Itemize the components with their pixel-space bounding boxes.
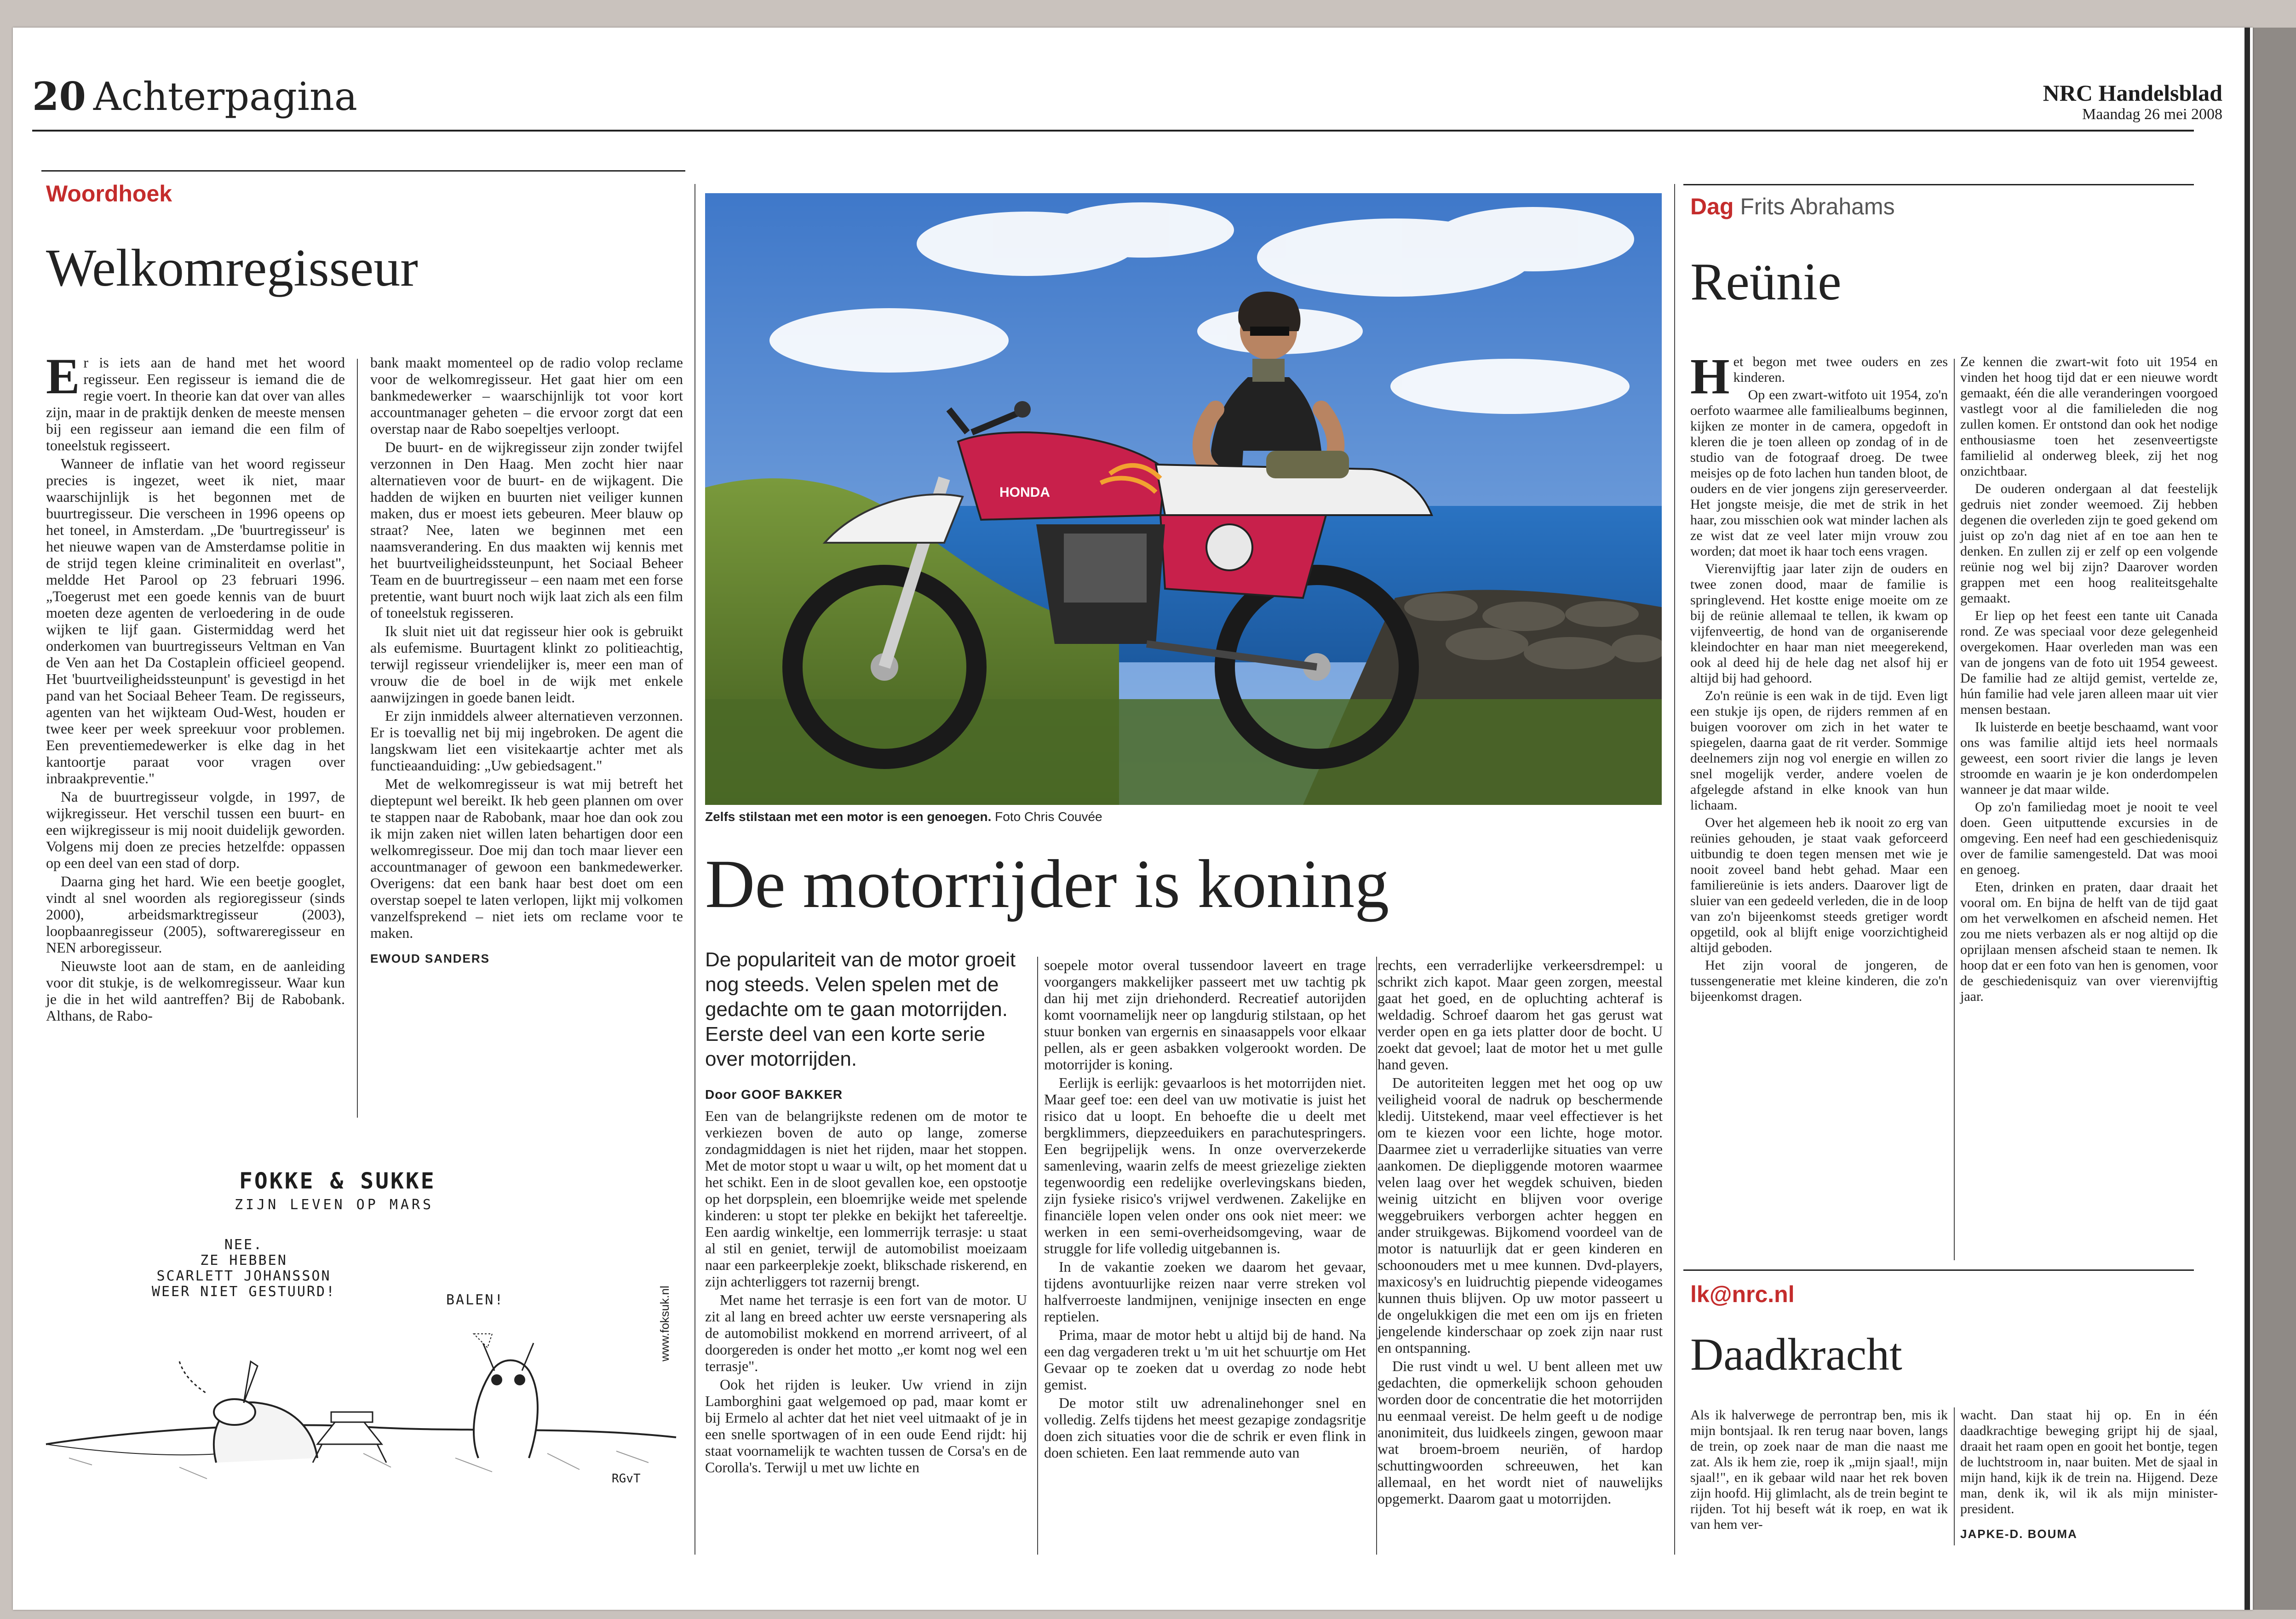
lk-kicker[interactable]: lk@nrc.nl <box>1690 1281 1795 1307</box>
cartoon-website: www.foksuk.nl <box>658 1286 672 1361</box>
motor-column-1 <box>705 1108 1027 1477</box>
fokke-sukke-cartoon <box>41 1168 681 1499</box>
column-divider <box>357 359 358 1118</box>
section-name: Achterpagina <box>93 74 358 119</box>
paragraph: Eerlijk is eerlijk: gevaarloos is het motorrijden niet. Maar geef toe: een deel van uw motivatie is juist het risico dat u loopt. En behoefte die u deelt met bergklimmers, diepzeeduikers en parachutespringers. Een begrijpelijk wens. In onze oververzekerde samenleving, waarin zelfs de meest griezelige ziekten tegenwoordig een redelijke overlevingskans bieden, zijn fysieke risico's vrijwel verdwenen. Zakelijke en financiële lopen velen onder ons ook niet meer: we werken in een semi-overheidsomgeving, waar de struggle for life volledig uitgebannen is. <box>1044 1074 1366 1257</box>
scan-edge-line <box>2244 28 2250 1610</box>
woordhoek-column-2 <box>370 354 683 967</box>
motorcycle-photo <box>705 193 1662 805</box>
paragraph: Met name het terrasje is een fort van de motor. U zit al lang en breed achter uw eerste versnapering als de automobilist mokkend en morrend arriveert, of al doorgereden is onder het motto „er komt nog wel een terrasje". <box>705 1292 1027 1374</box>
paragraph: De motor stilt uw adrenalinehonger snel en volledig. Zelfs tijdens het meest gezapige zondagsritje doen zich situaties voor die de schrik er even flink in doen schieten. Een laat remmende auto van <box>1044 1395 1366 1461</box>
lk-author: JAPKE-D. BOUMA <box>1960 1527 2078 1541</box>
woordhoek-kicker: Woordhoek <box>46 181 172 207</box>
paragraph: Die rust vindt u wel. U bent alleen met uw gedachten, die opmerkelijk schoon gehouden worden door de concentratie die het motorrijden nu eenmaal vereist. De helm geeft u de nodige anonimiteit, dus luidkeels zingen, gewoon maar wat broem-broem neuriën, of hardop schuttingwoorden schreeuwen, het kan allemaal, en het wordt niet of nauwelijks opgemerkt. Daarom gaat u motorrijden. <box>1378 1358 1663 1507</box>
photo-image <box>705 193 1662 805</box>
page-header <box>32 74 358 119</box>
motor-title: De motorrijder is koning <box>705 846 1389 922</box>
paragraph: Op zo'n familiedag moet je nooit te veel doen. Geen uitputtende excursies in de omgeving. Een neef had een geschiedenisquiz over de familie samengesteld. Dat was mooi en genoeg. <box>1960 799 2218 877</box>
paragraph: De autoriteiten leggen met het oog op uw veiligheid vooral de nadruk op beschermende kledij. Uitstekend, maar veel effectiever is het om te kiezen voor een lichte, hoge motor. Daarmee ziet u verraderlijke situaties van verre aankomen. De diepliggende motoren waarmee velen laag over het wegdek schuiven, bieden weinig uitzicht en blijven voor overige weggebruikers verborgen achter heggen en ander struikgewas. Bijkomend voordeel van de motor is natuurlijk dat er geen kinderen en schoonouders met u mee kunnen. Dvd-players, maxicosy's en luidruchtig piepende videogames kunnen thuis blijven. Op uw motor passeert u de ongelukkigen die met een om ijs en frieten jengelende kinderschaar op zoek zijn naar rust en ontspanning. <box>1378 1074 1663 1356</box>
lk-column-1 <box>1690 1407 1948 1534</box>
woordhoek-author: EWOUD SANDERS <box>370 952 490 965</box>
woordhoek-column-1 <box>46 348 345 1026</box>
paragraph: Prima, maar de motor hebt u altijd bij de hand. Na een dag vergaderen trekt u 'm uit het schuurtje om Het Gevaar op te zoeken dat u overdag zo node hebt gemist. <box>1044 1326 1366 1393</box>
paragraph: Als ik halverwege de perrontrap ben, mis ik mijn bontsjaal. Ik ren terug naar boven, langs de trein, op zoek naar de man die naast me zat. Als ik hem zie, roep ik „mijn sjaal!, mijn sjaal!", en ik gebaar wild naar het rek boven zijn hoofd. Hij glimlacht, als de trein begint te rijden. Tot hij beseft wát ik roep, en wat ik van hem ver- <box>1690 1407 1948 1532</box>
paragraph: Met de welkomregisseur is wat mij betreft het dieptepunt wel bereikt. Ik heb geen plannen om over te stappen naar de Rabobank, maar hoe dan ook zou ik mijn zaken niet willen laten behartigen door een welkomregisseur. Doe mij dan toch maar liever een accountmanager of gewoon een bankmedewerker. Overigens: dat een bank haar best doet om een overstap soepel te laten verlopen, lijkt mij volkomen vanzelfsprekend – niet iets om reclame voor te maken. <box>370 775 683 941</box>
paragraph: Nieuwste loot aan de stam, en de aanleiding voor dit stukje, is de welkomregisseur. Waar kun je die in het wild aantreffen? Bij de Rabobank. Althans, de Rabo- <box>46 958 345 1024</box>
cartoon-subtitle: ZIJN LEVEN OP MARS <box>235 1197 434 1213</box>
issue-date: Maandag 26 mei 2008 <box>2082 106 2222 123</box>
bike-brand-text: HONDA <box>999 485 1050 500</box>
drop-cap: E <box>46 348 80 404</box>
column-divider <box>1037 957 1038 1555</box>
paragraph: De buurt- en de wijkregisseur zijn zonder twijfel verzonnen in Den Haag. Men zocht hier naar alternatieven voor de buurt- en de wijkagent. Die hadden de wijken en buurten niet veiliger kunnen maken, dus er moest iets gebeuren. Meer blauw op straat? Nee, laten we beginnen met een naamsverandering. En dus maakten wij kennis met het buurtveiligheidssteunpunt, het Sociaal Beheer Team en de buurtregisseur – een naam met een forse pretentie, want buurt noch wijk laat zich als een film of toneelstuk regisseren. <box>370 439 683 621</box>
motor-column-2 <box>1044 957 1366 1463</box>
byline-prefix: Door <box>705 1087 737 1102</box>
motor-author: GOOF BAKKER <box>741 1087 843 1102</box>
scan-border-right <box>2253 28 2296 1610</box>
paragraph: Wanneer de inflatie van het woord regisseur precies is ingezet, weet ik niet, maar waarschijnlijk is het begonnen met de buurtregisseur. Die verscheen in 1996 opeens op het toneel, in Amsterdam. „De 'buurtregisseur' is het nieuwe wapen van de Amsterdamse politie in de strijd tegen kleine criminaliteit en overlast", meldde Het Parool op 23 februari 1996. „Toegerust met een goede kennis van de buurt moeten deze agenten de verloedering in de oude wijken te lijf gaan. Gistermiddag werd het onderkomen van buurtregisseurs Veltman en Van de Ven aan het Da Costaplein officieel geopend. Het 'buurtveiligheidssteunpunt' is gevestigd in het pand van het Sociaal Beheer Team. De regisseurs, agenten van het wijkteam Oud-West, houden er twee keer per week spreekuur voor problemen. Een preventiemedewerker is elke dag in het kantoortje paraat voor vragen over inbraakpreventie." <box>46 455 345 787</box>
photo-caption <box>705 810 1102 824</box>
lk-top-rule <box>1683 1269 2194 1271</box>
cartoon-drawing <box>41 1306 681 1499</box>
paragraph: In de vakantie zoeken we daarom het gevaar, tijdens avontuurlijke reizen naar verre streken vol halfverroeste landmijnen, venijnige insecten en enge reptielen. <box>1044 1258 1366 1325</box>
woordhoek-title: Welkomregisseur <box>46 239 418 298</box>
paragraph: Ze kennen die zwart-wit foto uit 1954 en vinden het hoog tijd dat er een nieuwe wordt gemaakt, één die alle veranderingen voorgoed vastlegt voor al die familieleden die nog zullen komen. Er ontstond dan ook het nodige enthousiasme toen het zesenveertigste familielid al onderweg bleek, zij het nog onzichtbaar. <box>1960 354 2218 479</box>
paragraph: Ik luisterde en beetje beschaamd, want voor ons was familie altijd iets heel normaals geweest, een soort rivier die langs je leven stroomde en waarin je je kon onderdompelen wanneer je dat maar wilde. <box>1960 719 2218 797</box>
paragraph: Op een zwart-witfoto uit 1954, zo'n oerfoto waarmee alle familiealbums beginnen, kijken ze monter in de camera, opgedoft in kleren die je toen alleen op zondag of in de studio van de fotograaf droeg. De twee meisjes op de foto lachen hun tanden bloot, de ouders en de vier jongens zijn gereserveerder. Het jongste meisje, die met de strik in het haar, zou misschien ook wat minder lachen als ze wist dat ze veel later mijn vrouw zou worden; dat moet ik haar toch eens vragen. <box>1690 387 1948 559</box>
paragraph: De ouderen ondergaan al dat feestelijk gedruis niet zonder weemoed. Zij hebben degenen die overleden zijn te goed gekend om juist op zo'n dag niet af en toe aan hen te denken. En zullen zij er zelf op een volgende reünie nog wel bij zijn? Daarover worden grappen met een hoog realiteitsgehalte gemaakt. <box>1960 481 2218 606</box>
masthead <box>2043 80 2222 123</box>
paragraph: Vierenvijftig jaar later zijn de ouders en twee zonen dood, maar de familie is springlevend. Het kostte enige moeite om ze bij de reünie allemaal te tellen, ik kwam op vijfenveertig, de hond van de organiserende kleindochter en haar man niet meegerekend, ook al deed hij de hele dag net alsof hij er altijd bij had gehoord. <box>1690 561 1948 686</box>
dag-label: Dag <box>1690 194 1734 219</box>
cartoon-signature: RGvT <box>612 1472 641 1486</box>
column-divider <box>1954 1407 1955 1545</box>
paragraph: Ik sluit niet uit dat regisseur hier ook is gebruikt als eufemisme. Buurtagent klinkt zo politieachtig, terwijl regisseur vriendelijker is, meer een man of vrouw die de boel in de wijk met enkele aanwijzingen in goede banen leidt. <box>370 623 683 706</box>
column-divider <box>1674 184 1675 1555</box>
dag-title: Reünie <box>1690 253 1842 311</box>
paragraph: Na de buurtregisseur volgde, in 1997, de wijkregisseur. Het verschil tussen een buurt- en een wijkregisseur is mij nooit duidelijk geworden. Volgens mij doen ze precies hetzelfde: oppassen op een deel van een stad of dorp. <box>46 788 345 871</box>
paragraph: Eten, drinken en praten, daar draait het vooral om. En bijna de helft van de tijd gaat om het verwelkomen en afscheid nemen. Het zou me niets verbazen als er nog altijd op die oprijlaan mensen afscheid staan te nemen. Ik hoop dat er een foto van hen is genomen, voor de geschiedenisquiz van over vierenvijftig jaar. <box>1960 879 2218 1004</box>
paragraph: wacht. Dan staat hij op. En in één daadkrachtige beweging grijpt hij de sjaal, draait het raam open en gooit het bontje, tegen de luchtstroom in, naar buiten. Met de sjaal in mijn hand, kijk ik de trein na. Hijgend. Deze man, denk ik, wil ik als mijn minister-president. <box>1960 1407 2218 1516</box>
paragraph: r is iets aan de hand met het woord regisseur. Een regisseur is iemand die de regie voert. In theorie kan dat over van alles zijn, maar in de praktijk denken de meeste mensen bij een regisseur aan iemand die een film of toneelstuk regisseert. <box>46 354 345 454</box>
dag-top-rule <box>1683 184 2194 185</box>
column-divider <box>1376 957 1377 1555</box>
paragraph: Ook het rijden is leuker. Uw vriend in zijn Lamborghini gaat welgemoed op pad, maar komt er bij Ermelo al achter dat het niet veel uitmaakt of je in een snelle sportwagen of in een oude Eend rijdt: hij staat voornamelijk te wachten tussen de Corsa's en de Corolla's. Terwijl u met uw lichte en <box>705 1376 1027 1475</box>
lk-column-2 <box>1960 1407 2218 1542</box>
column-divider <box>1954 359 1955 1260</box>
paragraph: Een van de belangrijkste redenen om de motor te verkiezen boven de auto op lange, zomerse zondagmiddagen is niet het rijden, maar het stoppen. Met de motor stopt u waar u wilt, op het moment dat u het schikt. Een in de sloot gevallen koe, een opstootje op het dorpsplein, een bloemrijke weide met spelende kinderen: u stopt ter plekke en bekijkt het tafereeltje. Een aardig winkeltje, een lommerrijk terrasje: u staat al stil en geniet, terwijl de automobilist moeizaam naar een parkeerplekje zoekt, blikschade riskerend, en zijn achterliggers tot razernij brengt. <box>705 1108 1027 1290</box>
dag-column-1 <box>1690 348 1948 1006</box>
paragraph: Daarna ging het hard. Wie een beetje googlet, vindt al snel woorden als regioregisseur (sinds 2000), arbeidsmarktregisseur (2003), loopbaanregisseur (2005), softwareregisseur en NEN arboregisseur. <box>46 873 345 956</box>
paragraph: et begon met twee ouders en zes kinderen. <box>1733 354 1948 385</box>
page-number: 20 <box>32 74 86 119</box>
motor-byline <box>705 1087 843 1102</box>
paragraph: Het zijn vooral de jongeren, de tussengeneratie met kleine kinderen, die zo'n bijeenkomst dragen. <box>1690 958 1948 1004</box>
header-rule <box>32 130 2194 132</box>
cartoon-title: FOKKE & SUKKE <box>239 1168 436 1194</box>
drop-cap: H <box>1690 348 1730 404</box>
paragraph: Over het algemeen heb ik nooit zo erg van reünies gehouden, je staat vaak geforceerd uitbundig te doen tegen mensen met wie je nooit zoveel band hebt gehad. Maar een familiereünie is iets anders. Daarover ligt de sluier van een gedeeld verleden, die in de loop van zo'n bijeenkomst steeds gretiger wordt opgetild, ook al blijft enige voorzichtigheid altijd geboden. <box>1690 815 1948 955</box>
woordhoek-top-rule <box>41 170 685 172</box>
motor-intro: De populariteit van de motor groeit nog steeds. Velen spelen met de gedachte om te gaan motorrijden. Eerste deel van een korte serie over motorrijden. <box>705 948 1016 1070</box>
paragraph: Er zijn inmiddels alweer alternatieven verzonnen. Er is toevallig net bij mij ingebroken. De agent die langskwam liet een visitekaartje achter met als functieaanduiding: „Uw gebiedsagent." <box>370 707 683 774</box>
paragraph: Er liep op het feest een tante uit Canada rond. Ze was speciaal voor deze gelegenheid overgekomen. Haar overleden man was een van de jongens van de foto uit 1954 geweest. De familie had ze altijd gemist, vertelde ze, hún familie had vele jaren alleen maar uit vier mensen bestaan. <box>1960 608 2218 717</box>
newspaper-name: NRC Handelsblad <box>2043 80 2222 106</box>
speech-bubble-left: NEE. ZE HEBBEN SCARLETT JOHANSSON WEER NIET GESTUURD! <box>151 1237 336 1300</box>
motor-column-3 <box>1378 957 1663 1509</box>
caption-text: Zelfs stilstaan met een motor is een genoegen. <box>705 810 992 824</box>
paragraph: Zo'n reünie is een wak in de tijd. Even ligt een stukje ijs open, de rijders remmen af en buigen voorover om zich in het water te spiegelen, daarna gaat de rit verder. Sommige deelnemers zijn nog vol energie en willen zo snel mogelijk verder, andere voelen de afgelegde afstand in elke knook van hun lichaam. <box>1690 688 1948 813</box>
dag-kicker <box>1690 193 1895 220</box>
paragraph: soepele motor overal tussendoor laveert en trage voorgangers makkelijker passeert met uw tachtig pk dan hij met zijn driehonderd. Recreatief autorijden komt voornamelijk neer op langdurig stilstaan, op het stuur bonken van ergernis en sinaasappels voor elkaar pellen, als er geen asbakken volgerookt worden. De motorrijder is koning. <box>1044 957 1366 1073</box>
lk-title: Daadkracht <box>1690 1329 1902 1380</box>
dag-column-2 <box>1960 354 2218 1006</box>
paragraph: rechts, een verraderlijke verkeersdrempel: u schrikt zich kapot. Maar geen zorgen, meestal gaat het goed, en de opluchting achteraf is weldadig. Schroef daarom het gas gerust wat verder open en ga iets platter door de bocht. U zoekt dat gevoel; laat de motor het u met gulle hand geven. <box>1378 957 1663 1073</box>
speech-bubble-right: BALEN! <box>446 1292 505 1308</box>
paragraph: bank maakt momenteel op de radio volop reclame voor de welkomregisseur. Het gaat hier om een bankmedewerker – waarschijnlijk tot voor kort accountmanager geheten – die ervoor zorgt dat een overstap naar de Rabo soepeltjes verloopt. <box>370 354 683 437</box>
dag-author: Frits Abrahams <box>1740 194 1895 219</box>
photo-credit: Foto Chris Couvée <box>995 810 1102 824</box>
